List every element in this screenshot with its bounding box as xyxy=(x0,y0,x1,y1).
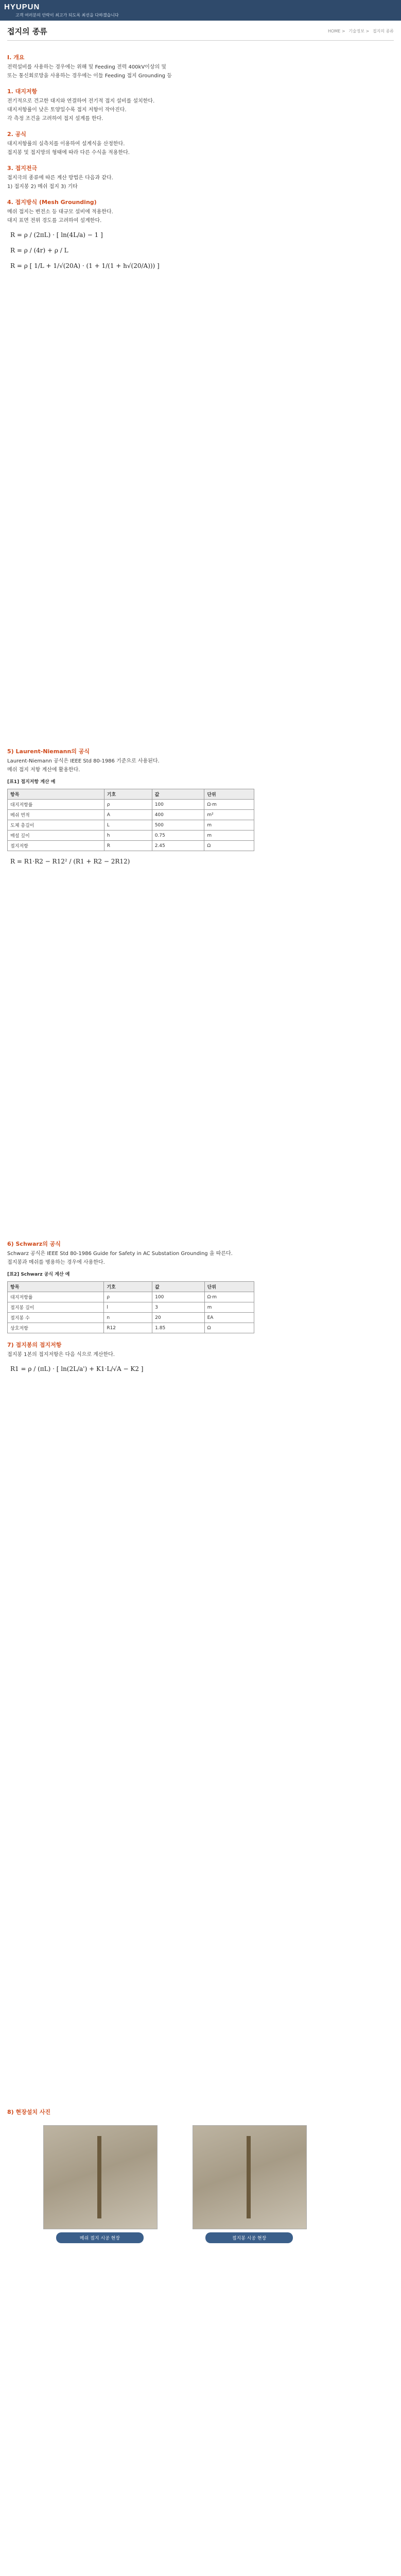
cell: 500 xyxy=(152,820,204,831)
calc-table-2 xyxy=(7,1281,254,1333)
title-row xyxy=(7,21,394,41)
section-head: 3. 접지전극 xyxy=(7,165,38,172)
main-content xyxy=(0,41,401,2243)
cell: L xyxy=(104,820,152,831)
table-row xyxy=(8,841,254,851)
cell: 접지봉 길이 xyxy=(8,1302,104,1313)
section-head: 8) 현장설치 사진 xyxy=(7,2109,51,2115)
section-head: I. 개요 xyxy=(7,54,25,61)
table-header: 단위 xyxy=(204,1282,254,1292)
formula: R = ρ / (2πL) · [ ln(4L/a) − 1 ] xyxy=(10,231,103,239)
section-head: 6) Schwarz의 공식 xyxy=(7,1241,61,1247)
formula: R = R1·R2 − R12² / (R1 + R2 − 2R12) xyxy=(10,858,130,865)
cell: m xyxy=(204,820,254,831)
table-row xyxy=(8,1313,254,1323)
derivation-area xyxy=(7,276,394,740)
cell: Ω xyxy=(204,1323,254,1333)
site-logo[interactable]: HYUPUN xyxy=(4,3,40,11)
cell: 상호저항 xyxy=(8,1323,104,1333)
table-header: 값 xyxy=(152,1282,204,1292)
section-head: 7) 접지봉의 접지저항 xyxy=(7,1342,62,1348)
section-head: 2. 공식 xyxy=(7,131,26,138)
text-line: 대지저항률의 실측치를 이용하여 설계식을 산정한다. xyxy=(7,141,125,147)
table-row xyxy=(8,831,254,841)
cell: 대지저항률 xyxy=(8,800,104,810)
derivation-area-2 xyxy=(7,872,394,1232)
table-caption: [표2] Schwarz 공식 계산 예 xyxy=(7,1272,70,1277)
page-title: 접지의 종류 xyxy=(7,27,47,36)
cell: n xyxy=(104,1313,152,1323)
text-line: 또는 통신회로망을 사용하는 경우에는 이들 Feeding 접지 Grounding 등 xyxy=(7,73,172,79)
site-photo xyxy=(193,2125,307,2229)
formula: R = ρ [ 1/L + 1/√(20A) · (1 + 1/(1 + h√(20/A))) ] xyxy=(10,262,160,269)
section-head: 4. 접지방식 (Mesh Grounding) xyxy=(7,199,97,206)
cell: ρ xyxy=(104,1292,152,1302)
table-row xyxy=(8,800,254,810)
table-header: 항목 xyxy=(8,1282,104,1292)
text-line: 접지봉 및 접지망의 형태에 따라 다른 수식을 적용한다. xyxy=(7,150,130,156)
tagline: 고객 여러분의 안락이 최고가 되도록 최선을 다하겠습니다 xyxy=(15,13,119,18)
cell: A xyxy=(104,810,152,820)
text-line: 각 측정 조건을 고려하여 접지 설계를 한다. xyxy=(7,116,103,122)
text-line: Laurent-Niemann 공식은 IEEE Std 80-1986 기준으로 사용된다. xyxy=(7,758,160,764)
text-line: 메쉬 접지는 변전소 등 대규모 설비에 적용한다. xyxy=(7,209,113,215)
cell: 3 xyxy=(152,1302,204,1313)
cell: m xyxy=(204,831,254,841)
cell: EA xyxy=(204,1313,254,1323)
text-line: 접지봉과 메쉬를 병용하는 경우에 사용한다. xyxy=(7,1260,105,1265)
cell: Ω·m xyxy=(204,800,254,810)
breadcrumb: HOME > 기술정보 > 접지의 종류 xyxy=(328,29,394,33)
photo-caption: 메쉬 접지 시공 현장 xyxy=(56,2232,144,2243)
breadcrumb-tech[interactable]: 기술정보 xyxy=(348,29,365,33)
photo-card xyxy=(193,2125,306,2243)
table-row xyxy=(8,810,254,820)
cell: 매설 깊이 xyxy=(8,831,104,841)
cell: 100 xyxy=(152,800,204,810)
ground-rod xyxy=(247,2136,251,2218)
text-line: 대지저항률이 낮은 토양일수록 접지 저항이 작아진다. xyxy=(7,107,127,113)
table-header: 기호 xyxy=(104,1282,152,1292)
text-line: 전력설비를 사용하는 경우에는 위해 및 Feeding 전력 400kV이상의 및 xyxy=(7,64,166,70)
section-head: 5) Laurent-Niemann의 공식 xyxy=(7,748,90,755)
derivation-area-3 xyxy=(7,1379,394,2100)
cell: 400 xyxy=(152,810,204,820)
formula: R1 = ρ / (πL) · [ ln(2L/a') + K1·L/√A − K2 ] xyxy=(10,1365,144,1372)
text-line: 대지 표면 전위 경도를 고려하여 설계한다. xyxy=(7,218,102,224)
section-head: 1. 대지저항 xyxy=(7,88,38,95)
cell: Ω xyxy=(204,841,254,851)
cell: m xyxy=(204,1302,254,1313)
cell: l xyxy=(104,1302,152,1313)
cell: R12 xyxy=(104,1323,152,1333)
table-header: 항목 xyxy=(8,789,104,800)
cell: 접지봉 수 xyxy=(8,1313,104,1323)
photo-caption: 접지봉 시공 현장 xyxy=(205,2232,293,2243)
text-line: 메쉬 접지 저항 계산에 활용한다. xyxy=(7,767,80,773)
ground-rod xyxy=(97,2136,101,2218)
table-header: 단위 xyxy=(204,789,254,800)
cell: 도체 총길이 xyxy=(8,820,104,831)
table-row xyxy=(8,1323,254,1333)
top-bar xyxy=(0,0,401,21)
calc-table-1 xyxy=(7,789,254,851)
cell: 메쉬 면적 xyxy=(8,810,104,820)
text-line: 1) 접지봉 2) 메쉬 접지 3) 기타 xyxy=(7,184,78,190)
table-row xyxy=(8,1302,254,1313)
cell: m² xyxy=(204,810,254,820)
table-header: 기호 xyxy=(104,789,152,800)
photo-gallery xyxy=(43,2125,394,2243)
cell: 1.85 xyxy=(152,1323,204,1333)
cell: 20 xyxy=(152,1313,204,1323)
text-line: 접지봉 1본의 접지저항은 다음 식으로 계산한다. xyxy=(7,1352,115,1358)
cell: Ω·m xyxy=(204,1292,254,1302)
text-line: 접지극의 종류에 따른 계산 방법은 다음과 같다. xyxy=(7,175,113,181)
cell: ρ xyxy=(104,800,152,810)
breadcrumb-current: 접지의 종류 xyxy=(372,29,394,33)
table-row xyxy=(8,820,254,831)
cell: 0.75 xyxy=(152,831,204,841)
cell: 접지저항 xyxy=(8,841,104,851)
cell: 대지저항률 xyxy=(8,1292,104,1302)
photo-card xyxy=(43,2125,156,2243)
site-photo xyxy=(43,2125,158,2229)
cell: 100 xyxy=(152,1292,204,1302)
text-line: 전기적으로 견고한 대지와 연결하여 전기적 접지 설비를 설치한다. xyxy=(7,98,155,104)
formula: R = ρ / (4r) + ρ / L xyxy=(10,247,68,254)
table-caption: [표1] 접지저항 계산 예 xyxy=(7,779,56,785)
table-row xyxy=(8,1292,254,1302)
cell: h xyxy=(104,831,152,841)
table-header: 값 xyxy=(152,789,204,800)
cell: 2.45 xyxy=(152,841,204,851)
cell: R xyxy=(104,841,152,851)
breadcrumb-home[interactable]: HOME xyxy=(328,29,341,33)
text-line: Schwarz 공식은 IEEE Std 80-1986 Guide for Safety in AC Substation Grounding 을 따른다. xyxy=(7,1251,233,1257)
